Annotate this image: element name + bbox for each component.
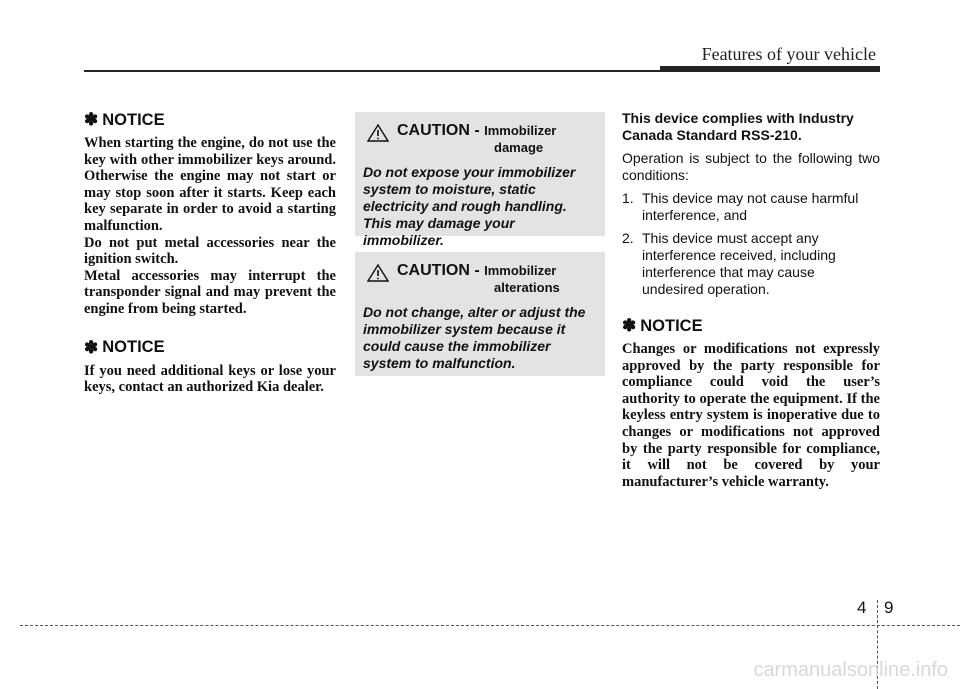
conditions-list: [622, 190, 880, 298]
star-icon: ✽: [84, 337, 99, 357]
footer-rule: [20, 625, 960, 626]
notice-text: Metal accessories may interrupt the transponder signal and may prevent the engine from being started.: [84, 267, 336, 317]
compliance-statement: This device complies with Industry Canada Standard RSS-210.: [622, 110, 854, 143]
chapter-number: 4: [857, 598, 867, 617]
caution-box-alterations: [355, 252, 605, 376]
caution-text: Do not expose your immobilizer system to moisture, static electricity and rough handling. This may damage your immobilizer.: [363, 164, 576, 248]
operation-intro: Operation is subject to the following two conditions:: [622, 150, 880, 183]
page-number: 9: [884, 598, 894, 617]
right-column: [622, 110, 880, 490]
notice-heading: ✽ NOTICE: [622, 316, 703, 335]
caution-text: Do not change, alter or adjust the immobilizer system because it could cause the immobilizer system to malfunction.: [363, 304, 586, 371]
left-column: [84, 110, 336, 396]
notice-text: When starting the engine, do not use the key with other immobilizer keys around. Otherwise the engine may not start or may stop soon after it starts. Keep each key separate in order to avoid a starting malfunction.: [84, 135, 336, 234]
caution-header: CAUTION - Immobilizer alterations: [363, 262, 597, 296]
warning-triangle-icon: [367, 264, 389, 282]
notice-text: If you need additional keys or lose your keys, contact an authorized Kia dealer.: [84, 362, 336, 396]
caution-label: CAUTION: [397, 262, 470, 279]
caution-subtitle: Immobilizer: [484, 123, 557, 138]
list-item: 1. This device may not cause harmful interference, and: [622, 190, 859, 223]
running-header: Features of your vehicle: [701, 44, 876, 64]
caution-box-damage: [355, 112, 605, 248]
list-item: 2. This device must accept any interference received, including interference that may cause undesired operation.: [622, 230, 836, 297]
caution-subtitle: damage: [494, 140, 544, 155]
middle-column: [355, 112, 605, 376]
notice-heading: ✽ NOTICE: [84, 337, 165, 357]
notice-text: Changes or modifications not expressly approved by the party responsible for compliance could void the user’s authority to operate the equipment. If the keyless entry system is inoperative due to changes or modifications not approved by the party responsible for compliance, it will not be covered by your manufacturer’s vehicle warranty.: [622, 341, 880, 490]
caution-subtitle: Immobilizer: [484, 263, 557, 278]
star-icon: ✽: [622, 316, 637, 335]
star-icon: ✽: [84, 110, 99, 129]
notice-heading: ✽ NOTICE: [84, 110, 165, 129]
watermark: carmanualsonline.info: [753, 659, 948, 681]
notice-text: Do not put metal accessories near the ignition switch.: [84, 234, 336, 268]
caution-subtitle: alterations: [494, 280, 560, 295]
caution-label: CAUTION: [397, 122, 470, 139]
header-rule: [84, 70, 880, 72]
warning-triangle-icon: [367, 124, 389, 142]
caution-header: CAUTION - Immobilizer damage: [363, 122, 597, 156]
